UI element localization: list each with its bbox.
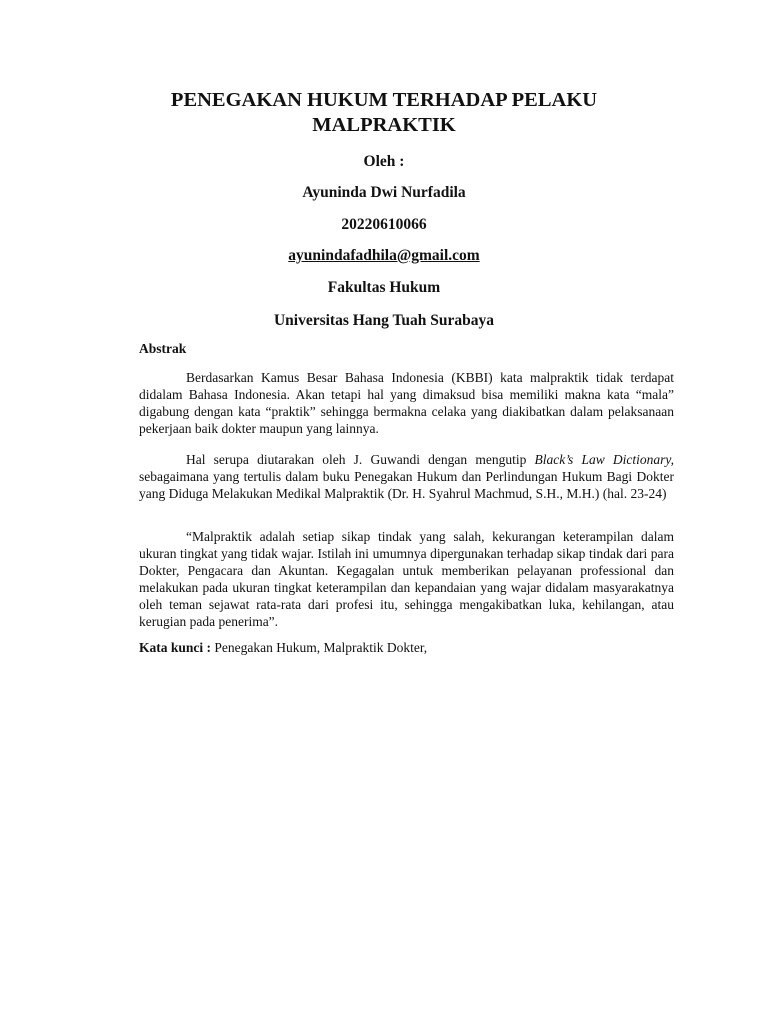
- by-label: Oleh :: [363, 153, 405, 170]
- author-email-link[interactable]: ayunindafadhila@gmail.com: [288, 247, 480, 264]
- student-id: 20220610066: [341, 216, 427, 233]
- author-name: Ayuninda Dwi Nurfadila: [302, 184, 466, 201]
- university-name: Universitas Hang Tuah Surabaya: [273, 312, 495, 329]
- keywords-line: [139, 639, 427, 656]
- abstract-quote-paragraph: “Malpraktik adalah setiap sikap tindak yang salah, kekurangan keterampilan dalam ukuran tingkat yang tidak wajar. Istilah ini umumnya dipergunakan terhadap sikap tindak dari para Dokter, Pengacara dan Akuntan. Kegagalan untuk memberikan pelayanan professional dan melakukan pada ukuran tingkat keterampilan dan kepandaian yang wajar didalam masyarakatnya oleh teman sejawat rata-rata dari profesi itu, sehingga mengakibatkan luka, kehilangan, atau kerugian pada penerima”.: [139, 529, 674, 629]
- keywords-label: Kata kunci :: [139, 640, 212, 655]
- faculty-name: Fakultas Hukum: [327, 279, 441, 296]
- abstract-heading: Abstrak: [139, 341, 187, 356]
- paper-title: PENEGAKAN HUKUM TERHADAP PELAKU MALPRAKTIK: [170, 89, 598, 136]
- keywords-value: Penegakan Hukum, Malpraktik Dokter,: [211, 640, 428, 655]
- paragraph-2-text-b: sebagaimana yang tertulis dalam buku Penegakan Hukum dan Perlindungan Hukum Bagi Dokter yang Diduga Melakukan Medikal Malpraktik (Dr. H. Syahrul Machmud, S.H., M.H.) (hal. 23-24): [139, 469, 674, 501]
- paragraph-2-text-a: Hal serupa diutarakan oleh J. Guwandi dengan mengutip: [186, 452, 535, 467]
- abstract-paragraph-1: Berdasarkan Kamus Besar Bahasa Indonesia (KBBI) kata malpraktik tidak terdapat didalam Bahasa Indonesia. Akan tetapi hal yang dimaksud bisa memiliki makna kata “mala” digabung dengan kata “praktik” sehingga bermakna celaka yang diakibatkan dalam pelaksanaan pekerjaan baik dokter maupun yang lainnya.: [139, 370, 674, 436]
- abstract-paragraph-2: [139, 451, 674, 502]
- paragraph-2-italic-title: Black’s Law Dictionary,: [534, 452, 675, 467]
